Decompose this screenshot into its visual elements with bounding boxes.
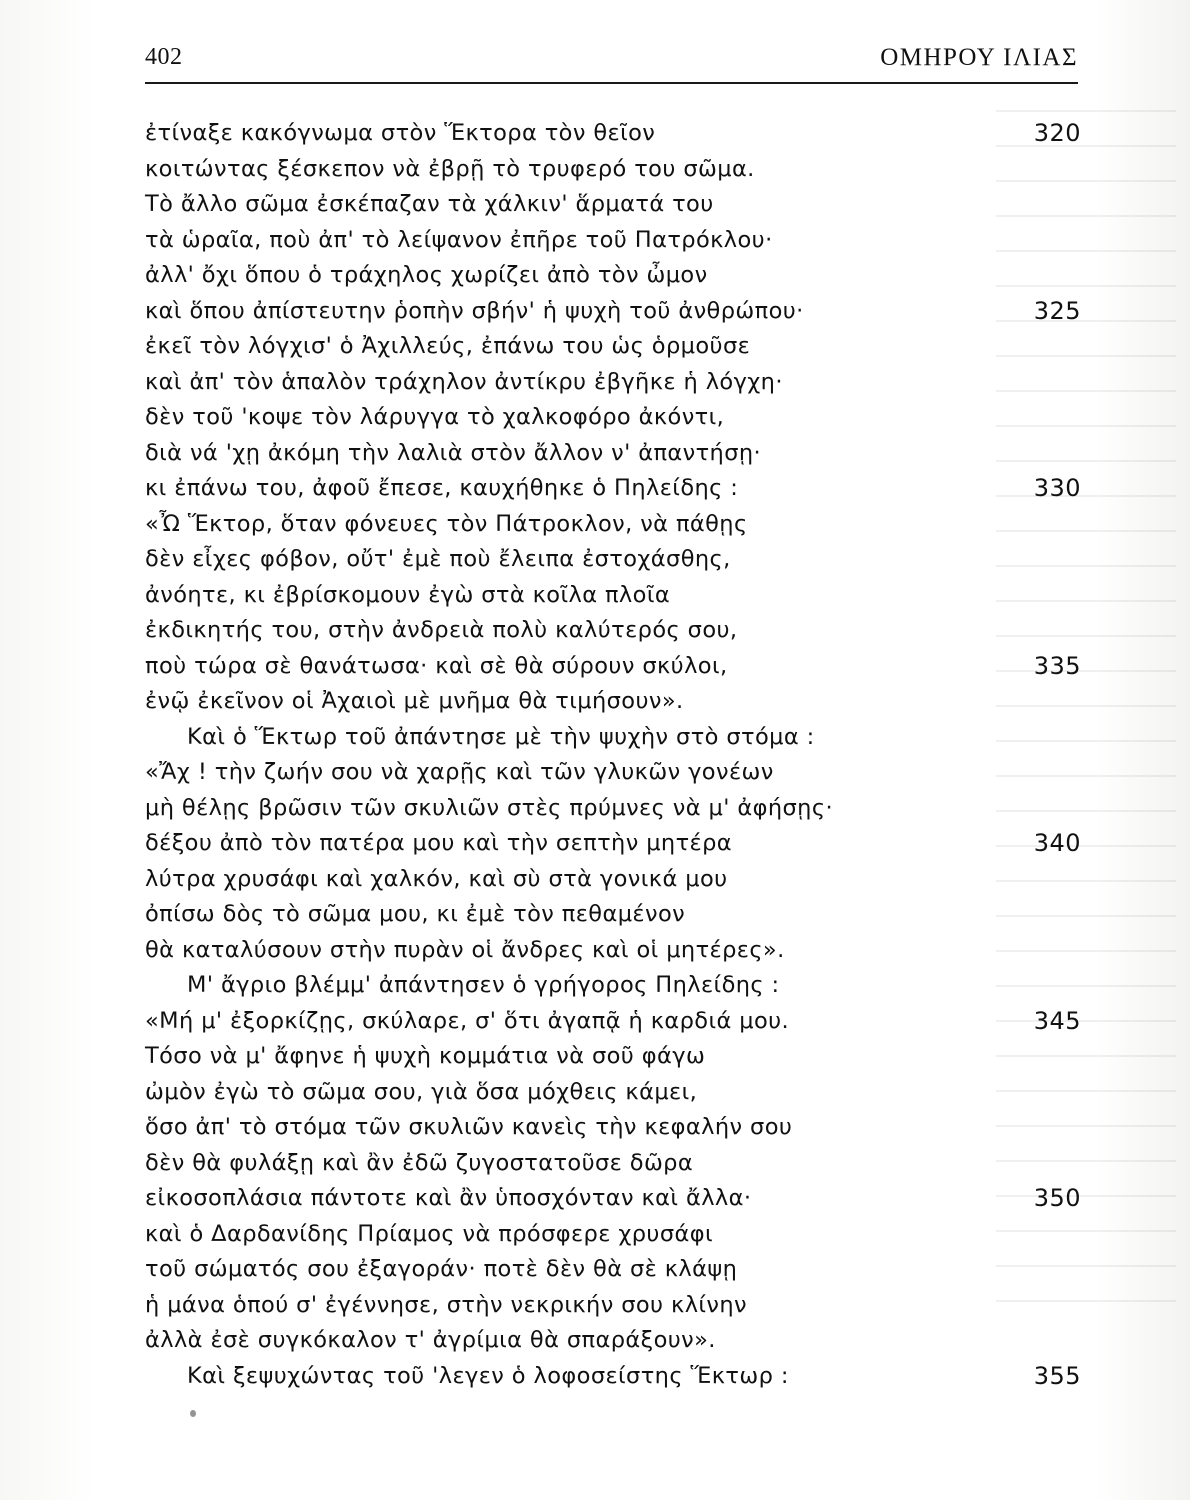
- verse-text: τὰ ὡραῖα, ποὺ ἀπ' τὸ λείψανον ἐπῆρε τοῦ Πατρόκλου·: [145, 226, 773, 253]
- verse-text: ἐτίναξε κακόγνωμα στὸν Ἕκτορα τὸν θεῖον: [145, 120, 656, 146]
- verse-line: [145, 613, 1081, 649]
- verse-line: [145, 116, 1081, 152]
- verse-line: [145, 1039, 1081, 1075]
- verse-line: [145, 1323, 1081, 1359]
- verse-text: λύτρα χρυσάφι καὶ χαλκόν, καὶ σὺ στὰ γονικά μου: [145, 865, 728, 892]
- verse-text: εἰκοσοπλάσια πάντοτε καὶ ἂν ὑποσχόνταν καὶ ἄλλα·: [145, 1185, 752, 1211]
- verse-line: [145, 1252, 1081, 1288]
- verse-line: [145, 791, 1081, 827]
- verse-line: [145, 862, 1081, 898]
- line-number: 335: [1033, 651, 1081, 680]
- verse-line: [145, 1181, 1081, 1217]
- verse-text: «Μή μ' ἐξορκίζῃς, σκύλαρε, σ' ὅτι ἀγαπᾷ ἡ καρδιά μου.: [145, 1007, 790, 1034]
- verse-text: ὠμὸν ἐγὼ τὸ σῶμα σου, γιὰ ὅσα μόχθεις κάμει,: [145, 1078, 698, 1105]
- verse-line: [145, 933, 1081, 969]
- verse-line: [145, 755, 1081, 791]
- verse-line: [145, 329, 1081, 365]
- verse-text: Μ' ἄγριο βλέμμ' ἀπάντησεν ὁ γρήγορος Πηλείδης :: [187, 972, 780, 998]
- verse-line: [145, 1288, 1081, 1324]
- verse-line: [145, 897, 1081, 933]
- verse-line: [145, 1004, 1081, 1040]
- verse-line: [145, 294, 1081, 330]
- verse-line: [145, 223, 1081, 259]
- page-header: [145, 44, 1078, 76]
- verse-line: [145, 542, 1081, 578]
- verse-list: [145, 116, 1081, 1394]
- verse-text: «Ἄχ ! τὴν ζωήν σου νὰ χαρῇς καὶ τῶν γλυκῶν γονέων: [145, 759, 774, 785]
- page-number: 402: [145, 44, 183, 70]
- running-title: ΟΜΗΡΟΥ ΙΛΙΑΣ: [880, 44, 1078, 71]
- verse-line: [145, 1075, 1081, 1111]
- verse-text: Τόσο νὰ μ' ἄφηνε ἡ ψυχὴ κομμάτια νὰ σοῦ φάγω: [145, 1043, 706, 1069]
- verse-line: [145, 684, 1081, 720]
- line-number: 350: [1033, 1184, 1081, 1212]
- verse-text: ἐκδικητής του, στὴν ἀνδρειὰ πολὺ καλύτερός σου,: [145, 617, 738, 643]
- verse-text: ὅσο ἀπ' τὸ στόμα τῶν σκυλιῶν κανεὶς τὴν κεφαλήν σου: [145, 1114, 793, 1140]
- verse-line: [145, 826, 1081, 862]
- line-number: 355: [1033, 1361, 1081, 1390]
- verse-text: καὶ ὁ Δαρδανίδης Πρίαμος νὰ πρόσφερε χρυσάφι: [145, 1220, 713, 1247]
- verse-text: δὲν εἶχες φόβον, οὔτ' ἐμὲ ποὺ ἔλειπα ἐστοχάσθης,: [145, 546, 731, 572]
- verse-line: [145, 365, 1081, 401]
- verse-text: ὀπίσω δὸς τὸ σῶμα μου, κι ἐμὲ τὸν πεθαμένον: [145, 901, 686, 927]
- verse-line: [145, 1217, 1081, 1253]
- verse-line: [145, 400, 1081, 436]
- header-rule: [145, 82, 1078, 84]
- verse-text: Καὶ ξεψυχώντας τοῦ 'λεγεν ὁ λοφοσείστης Ἕκτωρ :: [187, 1362, 789, 1389]
- verse-text: διὰ νά 'χῃ ἀκόμη τὴν λαλιὰ στὸν ἄλλον ν' ἀπαντήσῃ·: [145, 439, 762, 466]
- ink-speck: [190, 1410, 196, 1417]
- verse-text: καὶ ἀπ' τὸν ἁπαλὸν τράχηλον ἀντίκρυ ἐβγῆκε ἡ λόγχη·: [145, 368, 783, 395]
- line-number: 330: [1033, 474, 1081, 502]
- verse-text: καὶ ὅπου ἀπίστευτην ῥοπὴν σβήν' ἡ ψυχὴ τοῦ ἀνθρώπου·: [145, 297, 804, 324]
- verse-line: [145, 1110, 1081, 1146]
- verse-text: Τὸ ἄλλο σῶμα ἐσκέπαζαν τὰ χάλκιν' ἅρματά του: [145, 191, 714, 217]
- verse-text: ἐνῷ ἐκεῖνον οἱ Ἀχαιοὶ μὲ μνῆμα θὰ τιμήσουν».: [145, 688, 684, 714]
- verse-line: [145, 649, 1081, 685]
- line-number: 340: [1033, 829, 1081, 857]
- line-number: 320: [1033, 119, 1081, 147]
- verse-text: τοῦ σώματός σου ἐξαγοράν· ποτὲ δὲν θὰ σὲ κλάψῃ: [145, 1256, 738, 1282]
- line-number: 325: [1033, 296, 1081, 325]
- verse-line: [145, 968, 1081, 1004]
- verse-text: κοιτώντας ξέσκεπον νὰ ἐβρῇ τὸ τρυφερό του σῶμα.: [145, 155, 755, 182]
- verse-text: Καὶ ὁ Ἕκτωρ τοῦ ἀπάντησε μὲ τὴν ψυχὴν στὸ στόμα :: [187, 723, 815, 750]
- verse-text: «Ὦ Ἕκτορ, ὅταν φόνευες τὸν Πάτροκλον, νὰ πάθῃς: [145, 510, 748, 537]
- verse-line: [145, 187, 1081, 223]
- verse-text: θὰ καταλύσουν στὴν πυρὰν οἱ ἄνδρες καὶ οἱ μητέρες».: [145, 936, 785, 963]
- verse-line: [145, 578, 1081, 614]
- verse-line: [145, 258, 1081, 294]
- line-number: 345: [1033, 1006, 1081, 1035]
- verse-text: δὲν τοῦ 'κοψε τὸν λάρυγγα τὸ χαλκοφόρο ἀκόντι,: [145, 404, 725, 430]
- verse-text: μὴ θέλῃς βρῶσιν τῶν σκυλιῶν στὲς πρύμνες νὰ μ' ἀφήσῃς·: [145, 794, 833, 821]
- verse-text: ἡ μάνα ὁπού σ' ἐγέννησε, στὴν νεκρικήν σου κλίνην: [145, 1291, 748, 1318]
- verse-text: δὲν θὰ φυλάξῃ καὶ ἂν ἐδῶ ζυγοστατοῦσε δῶρα: [145, 1149, 694, 1176]
- verse-text: ἐκεῖ τὸν λόγχισ' ὁ Ἀχιλλεύς, ἐπάνω του ὡς ὁρμοῦσε: [145, 333, 751, 359]
- verse-line: [145, 436, 1081, 472]
- verse-line: [145, 720, 1081, 756]
- verse-line: [145, 471, 1081, 507]
- verse-text: ποὺ τώρα σὲ θανάτωσα· καὶ σὲ θὰ σύρουν σκύλοι,: [145, 652, 728, 679]
- verse-line: [145, 507, 1081, 543]
- verse-line: [145, 152, 1081, 188]
- verse-line: [145, 1146, 1081, 1182]
- verse-text: ἀνόητε, κι ἐβρίσκομουν ἐγὼ στὰ κοῖλα πλοῖα: [145, 581, 671, 608]
- verse-text: ἀλλ' ὄχι ὅπου ὁ τράχηλος χωρίζει ἀπὸ τὸν ὦμον: [145, 262, 708, 288]
- verse-line: [145, 1359, 1081, 1395]
- verse-text: δέξου ἀπὸ τὸν πατέρα μου καὶ τὴν σεπτὴν μητέρα: [145, 830, 733, 856]
- verse-text: κι ἐπάνω του, ἀφοῦ ἔπεσε, καυχήθηκε ὁ Πηλείδης :: [145, 475, 739, 501]
- verse-text: ἀλλὰ ἐσὲ συγκόκαλον τ' ἀγρίμια θὰ σπαράξουν».: [145, 1327, 716, 1353]
